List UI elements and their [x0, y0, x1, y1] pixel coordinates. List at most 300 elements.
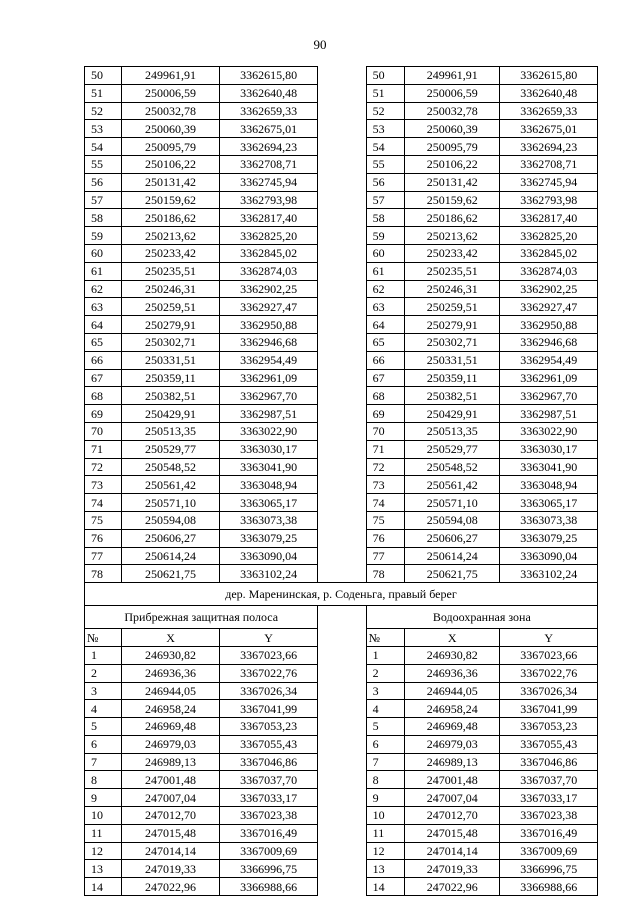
- x-value: 246969,48: [405, 718, 500, 736]
- x-value: 250359,11: [405, 369, 500, 387]
- row-number: 1: [85, 646, 122, 664]
- x-value: 246979,03: [405, 735, 500, 753]
- row-number: 62: [366, 280, 404, 298]
- page-number: 90: [313, 37, 327, 52]
- x-value: 247014,14: [122, 842, 220, 860]
- y-value: 3366996,75: [500, 860, 598, 878]
- x-value: 246936,36: [405, 664, 500, 682]
- table-row: [85, 476, 598, 494]
- x-value: 250382,51: [122, 387, 220, 405]
- row-number: 14: [85, 878, 122, 896]
- x-value: 249961,91: [122, 67, 220, 85]
- x-value: 246958,24: [122, 700, 220, 718]
- table-row: [85, 458, 598, 476]
- row-number: 50: [366, 67, 404, 85]
- x-value: 250032,78: [405, 102, 500, 120]
- y-value: 3362694,23: [500, 138, 598, 156]
- row-number: 69: [85, 405, 122, 423]
- table-row: [85, 262, 598, 280]
- y-value: 3367022,76: [500, 664, 598, 682]
- row-number: 3: [366, 682, 404, 700]
- x-value: 250429,91: [122, 405, 220, 423]
- y-value: 3367026,34: [219, 682, 318, 700]
- x-value: 250032,78: [122, 102, 220, 120]
- x-value: 247012,70: [122, 807, 220, 825]
- y-value: 3362987,51: [500, 405, 598, 423]
- x-value: 250571,10: [122, 494, 220, 512]
- row-number: 12: [85, 842, 122, 860]
- row-number: 57: [85, 191, 122, 209]
- x-value: 250331,51: [405, 351, 500, 369]
- row-number: 9: [366, 789, 404, 807]
- y-value: 3363065,17: [219, 494, 318, 512]
- x-value: 250246,31: [122, 280, 220, 298]
- row-number: 6: [366, 735, 404, 753]
- row-number: 76: [366, 529, 404, 547]
- row-number: 74: [85, 494, 122, 512]
- row-number: 13: [85, 860, 122, 878]
- table-row: [85, 824, 598, 842]
- y-value: 3362817,40: [500, 209, 598, 227]
- y-value: 3363102,24: [219, 565, 318, 583]
- row-number: 68: [85, 387, 122, 405]
- row-number: 65: [366, 333, 404, 351]
- y-value: 3362659,33: [219, 102, 318, 120]
- y-value: 3363048,94: [219, 476, 318, 494]
- y-value: 3362615,80: [500, 67, 598, 85]
- x-value: 250331,51: [122, 351, 220, 369]
- y-value: 3367037,70: [219, 771, 318, 789]
- table-row: [85, 771, 598, 789]
- x-value: 250621,75: [122, 565, 220, 583]
- x-value: 250359,11: [122, 369, 220, 387]
- row-number: 1: [366, 646, 404, 664]
- y-value: 3367023,66: [500, 646, 598, 664]
- table-row: [85, 173, 598, 191]
- x-value: 250513,35: [122, 422, 220, 440]
- y-value: 3367033,17: [500, 789, 598, 807]
- x-value: 250233,42: [122, 244, 220, 262]
- x-value: 250529,77: [122, 440, 220, 458]
- row-number: 56: [85, 173, 122, 191]
- table-row: [85, 547, 598, 565]
- y-value: 3362902,25: [219, 280, 318, 298]
- table-row: [85, 84, 598, 102]
- y-value: 3367041,99: [500, 700, 598, 718]
- table-row: [85, 718, 598, 736]
- x-value: 250006,59: [405, 84, 500, 102]
- table-row: [85, 494, 598, 512]
- column-header-row: [85, 629, 598, 647]
- row-number: 76: [85, 529, 122, 547]
- table-row: [85, 280, 598, 298]
- table-row: [85, 227, 598, 245]
- y-value: 3362927,47: [219, 298, 318, 316]
- x-value: 246989,13: [122, 753, 220, 771]
- x-value: 250106,22: [122, 155, 220, 173]
- table-row: [85, 529, 598, 547]
- x-value: 250302,71: [405, 333, 500, 351]
- x-value: 247007,04: [405, 789, 500, 807]
- row-number: 5: [85, 718, 122, 736]
- row-number: 56: [366, 173, 404, 191]
- row-number: 14: [366, 878, 404, 896]
- row-number: 70: [85, 422, 122, 440]
- table-row: [85, 244, 598, 262]
- y-value: 3362845,02: [219, 244, 318, 262]
- row-number: 59: [85, 227, 122, 245]
- table-row: [85, 369, 598, 387]
- row-number: 53: [366, 120, 404, 138]
- x-value: 246958,24: [405, 700, 500, 718]
- y-value: 3367026,34: [500, 682, 598, 700]
- x-value: 250571,10: [405, 494, 500, 512]
- x-value: 250382,51: [405, 387, 500, 405]
- x-value: 250246,31: [405, 280, 500, 298]
- row-number: 72: [85, 458, 122, 476]
- x-value: 250606,27: [405, 529, 500, 547]
- row-number: 64: [366, 316, 404, 334]
- row-number: 11: [85, 824, 122, 842]
- row-number: 7: [85, 753, 122, 771]
- table-row: [85, 333, 598, 351]
- y-value: 3363079,25: [500, 529, 598, 547]
- table-row: [85, 422, 598, 440]
- row-number: 75: [366, 511, 404, 529]
- x-value: 250621,75: [405, 565, 500, 583]
- y-value: 3362640,48: [500, 84, 598, 102]
- x-value: 246936,36: [122, 664, 220, 682]
- y-value: 3367037,70: [500, 771, 598, 789]
- row-number: 71: [85, 440, 122, 458]
- row-number: 13: [366, 860, 404, 878]
- x-value: 250561,42: [122, 476, 220, 494]
- row-number: 4: [366, 700, 404, 718]
- header-x: X: [405, 629, 500, 647]
- x-value: 250594,08: [405, 511, 500, 529]
- table-row: [85, 120, 598, 138]
- y-value: 3367023,38: [500, 807, 598, 825]
- row-number: 65: [85, 333, 122, 351]
- y-value: 3362961,09: [500, 369, 598, 387]
- row-number: 74: [366, 494, 404, 512]
- y-value: 3362927,47: [500, 298, 598, 316]
- y-value: 3367055,43: [500, 735, 598, 753]
- x-value: 250548,52: [122, 458, 220, 476]
- row-number: 12: [366, 842, 404, 860]
- y-value: 3362950,88: [500, 316, 598, 334]
- y-value: 3362954,49: [219, 351, 318, 369]
- y-value: 3363041,90: [500, 458, 598, 476]
- row-number: 62: [85, 280, 122, 298]
- table-row: [85, 565, 598, 583]
- x-value: 250060,39: [122, 120, 220, 138]
- y-value: 3367053,23: [500, 718, 598, 736]
- x-value: 247001,48: [405, 771, 500, 789]
- row-number: 52: [366, 102, 404, 120]
- x-value: 250259,51: [405, 298, 500, 316]
- y-value: 3367016,49: [219, 824, 318, 842]
- row-number: 55: [366, 155, 404, 173]
- x-value: 250594,08: [122, 511, 220, 529]
- y-value: 3362967,70: [500, 387, 598, 405]
- row-number: 58: [366, 209, 404, 227]
- row-number: 7: [366, 753, 404, 771]
- y-value: 3362745,94: [500, 173, 598, 191]
- row-number: 68: [366, 387, 404, 405]
- x-value: 250235,51: [122, 262, 220, 280]
- x-value: 247015,48: [405, 824, 500, 842]
- x-value: 246930,82: [122, 646, 220, 664]
- row-number: 61: [85, 262, 122, 280]
- x-value: 250131,42: [405, 173, 500, 191]
- y-value: 3367022,76: [219, 664, 318, 682]
- y-value: 3363065,17: [500, 494, 598, 512]
- y-value: 3367046,86: [219, 753, 318, 771]
- x-value: 246969,48: [122, 718, 220, 736]
- y-value: 3362874,03: [219, 262, 318, 280]
- x-value: 247019,33: [405, 860, 500, 878]
- x-value: 247001,48: [122, 771, 220, 789]
- row-number: 10: [85, 807, 122, 825]
- y-value: 3362961,09: [219, 369, 318, 387]
- x-value: 250095,79: [122, 138, 220, 156]
- row-number: 58: [85, 209, 122, 227]
- row-number: 6: [85, 735, 122, 753]
- row-number: 75: [85, 511, 122, 529]
- y-value: 3362708,71: [500, 155, 598, 173]
- x-value: 250259,51: [122, 298, 220, 316]
- table-row: [85, 664, 598, 682]
- row-number: 66: [366, 351, 404, 369]
- y-value: 3362708,71: [219, 155, 318, 173]
- section-title-row: [85, 583, 598, 606]
- row-number: 70: [366, 422, 404, 440]
- x-value: 250213,62: [122, 227, 220, 245]
- table-row: [85, 789, 598, 807]
- x-value: 247007,04: [122, 789, 220, 807]
- table-row: [85, 700, 598, 718]
- table-row: [85, 646, 598, 664]
- x-value: 250186,62: [122, 209, 220, 227]
- row-number: 77: [85, 547, 122, 565]
- y-value: 3367046,86: [500, 753, 598, 771]
- x-value: 247019,33: [122, 860, 220, 878]
- row-number: 57: [366, 191, 404, 209]
- x-value: 246944,05: [405, 682, 500, 700]
- row-number: 54: [85, 138, 122, 156]
- row-number: 67: [85, 369, 122, 387]
- x-value: 250529,77: [405, 440, 500, 458]
- y-value: 3362902,25: [500, 280, 598, 298]
- y-value: 3362967,70: [219, 387, 318, 405]
- section-title: дер. Маренинская, р. Соденьга, правый берег: [85, 583, 598, 606]
- x-value: 246944,05: [122, 682, 220, 700]
- table-row: [85, 67, 598, 85]
- x-value: 247015,48: [122, 824, 220, 842]
- table-row: [85, 753, 598, 771]
- x-value: 250614,24: [122, 547, 220, 565]
- table-row: [85, 807, 598, 825]
- x-value: 250606,27: [122, 529, 220, 547]
- row-number: 52: [85, 102, 122, 120]
- row-number: 9: [85, 789, 122, 807]
- y-value: 3362825,20: [500, 227, 598, 245]
- x-value: 250106,22: [405, 155, 500, 173]
- row-number: 8: [366, 771, 404, 789]
- row-number: 60: [85, 244, 122, 262]
- table-row: [85, 878, 598, 896]
- x-value: 246989,13: [405, 753, 500, 771]
- row-number: 2: [85, 664, 122, 682]
- y-value: 3367023,66: [219, 646, 318, 664]
- x-value: 247012,70: [405, 807, 500, 825]
- table-row: [85, 209, 598, 227]
- header-num: №: [85, 629, 122, 647]
- y-value: 3363073,38: [219, 511, 318, 529]
- y-value: 3366988,66: [500, 878, 598, 896]
- row-number: 8: [85, 771, 122, 789]
- row-number: 66: [85, 351, 122, 369]
- y-value: 3366996,75: [219, 860, 318, 878]
- row-number: 51: [366, 84, 404, 102]
- x-value: 250095,79: [405, 138, 500, 156]
- x-value: 246930,82: [405, 646, 500, 664]
- row-number: 50: [85, 67, 122, 85]
- table-row: [85, 405, 598, 423]
- table-row: [85, 842, 598, 860]
- table-row: [85, 351, 598, 369]
- y-value: 3363102,24: [500, 565, 598, 583]
- y-value: 3362817,40: [219, 209, 318, 227]
- y-value: 3362793,98: [500, 191, 598, 209]
- y-value: 3362675,01: [500, 120, 598, 138]
- y-value: 3367033,17: [219, 789, 318, 807]
- x-value: 250131,42: [122, 173, 220, 191]
- x-value: 247022,96: [405, 878, 500, 896]
- table-row: [85, 387, 598, 405]
- x-value: 250513,35: [405, 422, 500, 440]
- y-value: 3363022,90: [500, 422, 598, 440]
- y-value: 3363041,90: [219, 458, 318, 476]
- y-value: 3363079,25: [219, 529, 318, 547]
- y-value: 3367055,43: [219, 735, 318, 753]
- row-number: 78: [366, 565, 404, 583]
- y-value: 3363022,90: [219, 422, 318, 440]
- row-number: 59: [366, 227, 404, 245]
- right-subtitle: Водоохранная зона: [366, 606, 597, 629]
- x-value: 247022,96: [122, 878, 220, 896]
- x-value: 250429,91: [405, 405, 500, 423]
- x-value: 250233,42: [405, 244, 500, 262]
- row-number: 78: [85, 565, 122, 583]
- table-row: [85, 138, 598, 156]
- row-number: 73: [366, 476, 404, 494]
- y-value: 3363073,38: [500, 511, 598, 529]
- row-number: 64: [85, 316, 122, 334]
- row-number: 3: [85, 682, 122, 700]
- y-value: 3367053,23: [219, 718, 318, 736]
- y-value: 3362954,49: [500, 351, 598, 369]
- row-number: 54: [366, 138, 404, 156]
- x-value: 250279,91: [405, 316, 500, 334]
- y-value: 3363048,94: [500, 476, 598, 494]
- x-value: 249961,91: [405, 67, 500, 85]
- table-row: [85, 155, 598, 173]
- x-value: 250235,51: [405, 262, 500, 280]
- x-value: 250159,62: [405, 191, 500, 209]
- subtitle-row: [85, 606, 598, 629]
- y-value: 3366988,66: [219, 878, 318, 896]
- table-row: [85, 735, 598, 753]
- header-y: Y: [500, 629, 598, 647]
- row-number: 2: [366, 664, 404, 682]
- row-number: 61: [366, 262, 404, 280]
- row-number: 55: [85, 155, 122, 173]
- row-number: 63: [366, 298, 404, 316]
- x-value: 250561,42: [405, 476, 500, 494]
- table-row: [85, 511, 598, 529]
- row-number: 77: [366, 547, 404, 565]
- row-number: 67: [366, 369, 404, 387]
- x-value: 250060,39: [405, 120, 500, 138]
- y-value: 3362987,51: [219, 405, 318, 423]
- y-value: 3367016,49: [500, 824, 598, 842]
- row-number: 4: [85, 700, 122, 718]
- y-value: 3362675,01: [219, 120, 318, 138]
- row-number: 63: [85, 298, 122, 316]
- y-value: 3362615,80: [219, 67, 318, 85]
- row-number: 5: [366, 718, 404, 736]
- y-value: 3367023,38: [219, 807, 318, 825]
- y-value: 3363090,04: [219, 547, 318, 565]
- table-row: [85, 102, 598, 120]
- table-row: [85, 298, 598, 316]
- header-num: №: [366, 629, 404, 647]
- left-subtitle: Прибрежная защитная полоса: [85, 606, 318, 629]
- header-x: X: [122, 629, 220, 647]
- table-row: [85, 191, 598, 209]
- y-value: 3362874,03: [500, 262, 598, 280]
- table-row: [85, 440, 598, 458]
- x-value: 250006,59: [122, 84, 220, 102]
- row-number: 60: [366, 244, 404, 262]
- y-value: 3367009,69: [219, 842, 318, 860]
- x-value: 250614,24: [405, 547, 500, 565]
- y-value: 3362950,88: [219, 316, 318, 334]
- table-row: [85, 682, 598, 700]
- row-number: 10: [366, 807, 404, 825]
- y-value: 3363090,04: [500, 547, 598, 565]
- x-value: 250548,52: [405, 458, 500, 476]
- y-value: 3367041,99: [219, 700, 318, 718]
- y-value: 3362694,23: [219, 138, 318, 156]
- row-number: 51: [85, 84, 122, 102]
- y-value: 3363030,17: [219, 440, 318, 458]
- y-value: 3362825,20: [219, 227, 318, 245]
- row-number: 72: [366, 458, 404, 476]
- y-value: 3362640,48: [219, 84, 318, 102]
- row-number: 73: [85, 476, 122, 494]
- y-value: 3362845,02: [500, 244, 598, 262]
- x-value: 250159,62: [122, 191, 220, 209]
- x-value: 250213,62: [405, 227, 500, 245]
- row-number: 71: [366, 440, 404, 458]
- x-value: 250302,71: [122, 333, 220, 351]
- header-y: Y: [219, 629, 318, 647]
- y-value: 3362946,68: [219, 333, 318, 351]
- table-row: [85, 316, 598, 334]
